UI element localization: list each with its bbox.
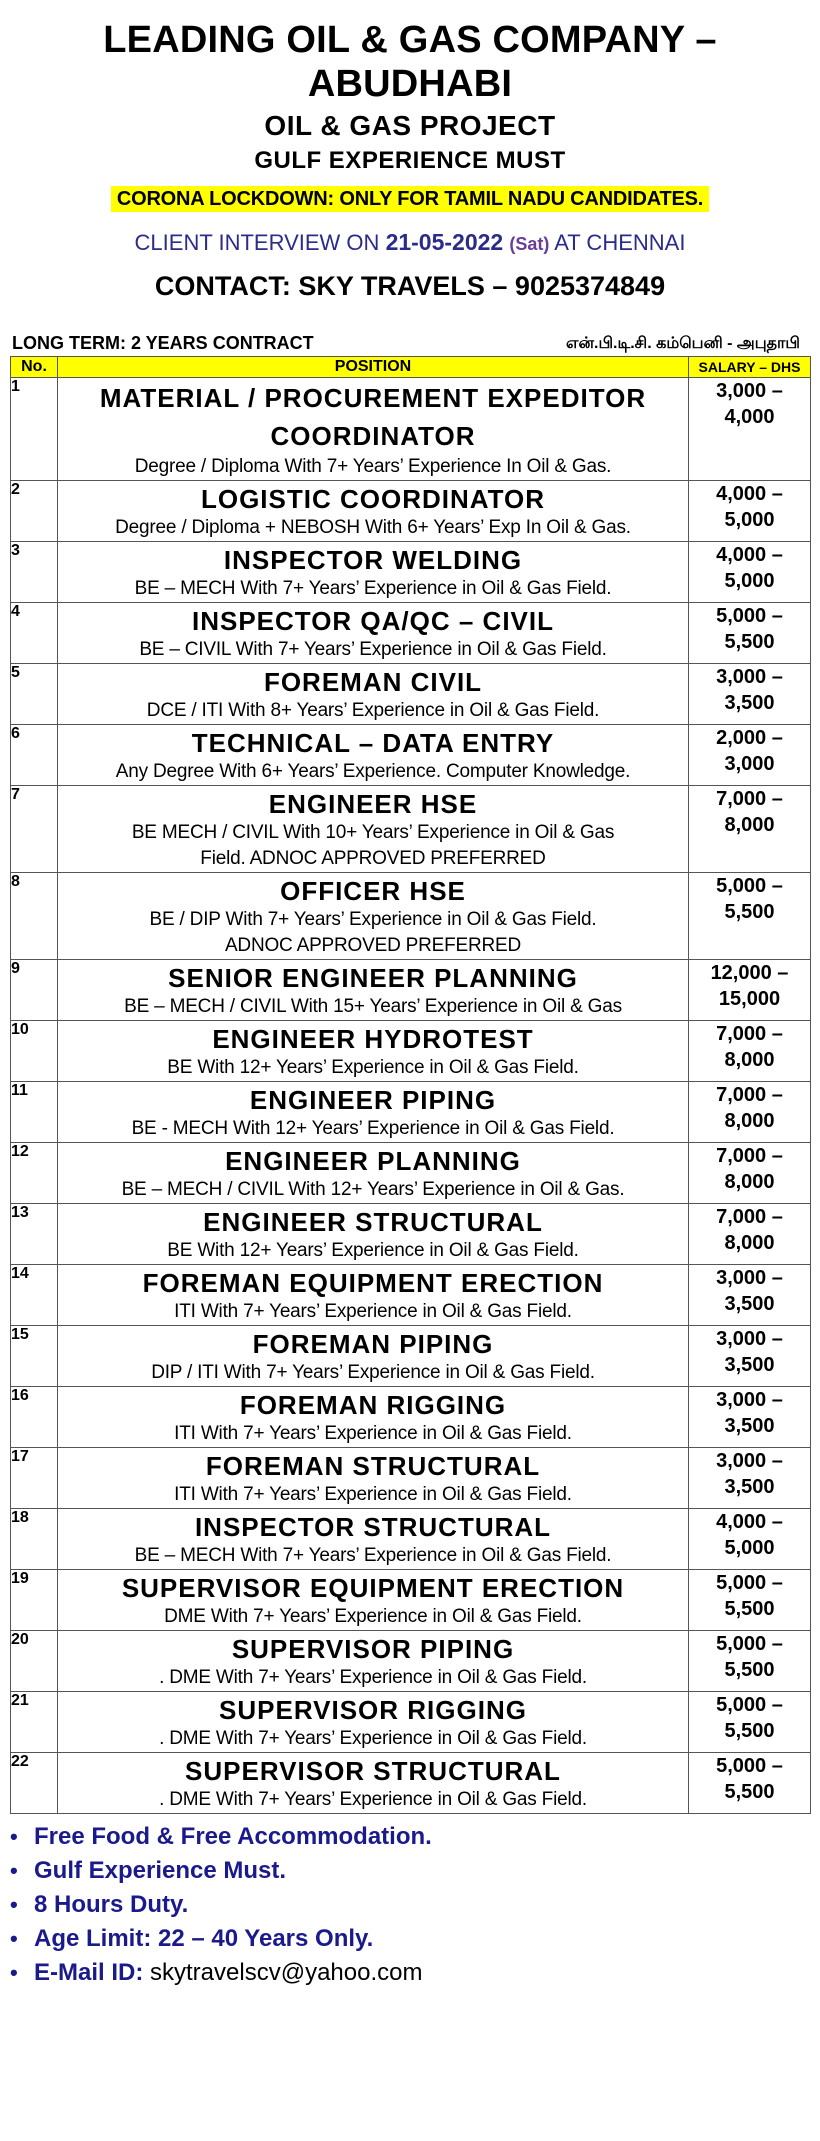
row-number: 4 [11, 603, 58, 664]
corona-notice-wrap [10, 182, 810, 218]
salary-cell [689, 481, 811, 542]
email-label: E-Mail ID: [34, 1959, 151, 1986]
salary-cell [689, 725, 811, 786]
row-number: 9 [11, 960, 58, 1021]
position-title: FOREMAN CIVIL [263, 667, 483, 697]
position-requirements-line2: Field. ADNOC APPROVED PREFERRED [200, 848, 546, 869]
position-cell [58, 1570, 689, 1631]
salary-max: 3,000 [724, 753, 775, 775]
salary-cell [689, 378, 811, 481]
table-row [11, 786, 811, 873]
position-title: ENGINEER PIPING [249, 1085, 497, 1115]
table-row [11, 1082, 811, 1143]
table-row [11, 873, 811, 960]
position-requirements: DME With 7+ Years’ Experience in Oil & Gas Field. [164, 1606, 582, 1627]
position-title: INSPECTOR QA/QC – CIVIL [191, 606, 554, 636]
position-cell [58, 664, 689, 725]
positions-table [10, 356, 811, 1814]
table-row [11, 1509, 811, 1570]
benefit-text: Free Food & Free Accommodation. [34, 1823, 432, 1850]
salary-min: 3,000 – [716, 380, 783, 402]
position-cell [58, 1204, 689, 1265]
salary-cell [689, 1387, 811, 1448]
salary-max: 5,000 [724, 1537, 775, 1559]
table-row [11, 1631, 811, 1692]
position-requirements: Any Degree With 6+ Years’ Experience. Computer Knowledge. [115, 761, 631, 782]
position-title: FOREMAN STRUCTURAL [205, 1451, 541, 1481]
position-requirements: BE – MECH With 7+ Years’ Experience in Oil & Gas Field. [134, 578, 612, 599]
position-requirements: ITI With 7+ Years’ Experience in Oil & Gas Field. [174, 1301, 572, 1322]
position-cell [58, 542, 689, 603]
salary-max: 8,000 [724, 814, 775, 836]
salary-max: 15,000 [718, 988, 781, 1010]
salary-cell [689, 664, 811, 725]
salary-cell [689, 1265, 811, 1326]
interview-suffix: AT CHENNAI [549, 230, 686, 255]
position-cell [58, 603, 689, 664]
salary-min: 5,000 – [716, 875, 783, 897]
benefit-item [10, 1888, 810, 1922]
salary-min: 3,000 – [716, 1450, 783, 1472]
header-position: POSITION [58, 357, 689, 378]
interview-day: (Sat) [509, 234, 550, 254]
table-row [11, 1326, 811, 1387]
position-requirements: ITI With 7+ Years’ Experience in Oil & Gas Field. [174, 1423, 572, 1444]
salary-cell [689, 1692, 811, 1753]
salary-max: 5,500 [724, 1781, 775, 1803]
salary-cell [689, 1753, 811, 1814]
salary-cell [689, 1204, 811, 1265]
bullet-icon: • [10, 1960, 18, 1985]
header-no: No. [11, 357, 58, 378]
row-number: 17 [11, 1448, 58, 1509]
salary-min: 4,000 – [716, 483, 783, 505]
position-requirements: BE – MECH / CIVIL With 15+ Years’ Experience in Oil & Gas [124, 996, 622, 1017]
position-title: INSPECTOR STRUCTURAL [194, 1512, 552, 1542]
salary-cell [689, 873, 811, 960]
position-title: SENIOR ENGINEER PLANNING [168, 963, 578, 993]
salary-min: 4,000 – [716, 1511, 783, 1533]
salary-max: 3,500 [724, 1293, 775, 1315]
position-cell [58, 725, 689, 786]
salary-max: 5,500 [724, 1598, 775, 1620]
salary-min: 2,000 – [716, 727, 783, 749]
table-row [11, 1570, 811, 1631]
salary-min: 5,000 – [716, 605, 783, 627]
position-title: ENGINEER HYDROTEST [212, 1024, 534, 1054]
position-cell [58, 1631, 689, 1692]
row-number: 21 [11, 1692, 58, 1753]
row-number: 13 [11, 1204, 58, 1265]
table-row [11, 1021, 811, 1082]
row-number: 20 [11, 1631, 58, 1692]
contact-line: CONTACT: SKY TRAVELS – 9025374849 [154, 271, 666, 301]
salary-cell [689, 603, 811, 664]
position-requirements: DCE / ITI With 8+ Years’ Experience in Oil & Gas Field. [146, 700, 600, 721]
table-row [11, 542, 811, 603]
salary-max: 5,500 [724, 1659, 775, 1681]
salary-cell [689, 1021, 811, 1082]
position-title: SUPERVISOR EQUIPMENT ERECTION [121, 1573, 625, 1603]
row-number: 18 [11, 1509, 58, 1570]
position-requirements: BE With 12+ Years’ Experience in Oil & Gas Field. [167, 1057, 579, 1078]
row-number: 7 [11, 786, 58, 873]
table-row [11, 1387, 811, 1448]
salary-max: 8,000 [724, 1232, 775, 1254]
position-title: MATERIAL / PROCUREMENT EXPEDITOR [99, 383, 647, 413]
position-requirements: BE / DIP With 7+ Years’ Experience in Oil & Gas Field. [149, 909, 597, 930]
position-cell [58, 1509, 689, 1570]
table-row [11, 1448, 811, 1509]
benefit-text: Gulf Experience Must. [34, 1857, 287, 1884]
position-requirements: . DME With 7+ Years’ Experience in Oil & Gas Field. [159, 1728, 587, 1749]
salary-min: 7,000 – [716, 1084, 783, 1106]
position-title: LOGISTIC COORDINATOR [200, 484, 546, 514]
position-requirements-line2: ADNOC APPROVED PREFERRED [224, 935, 522, 956]
salary-max: 5,500 [724, 631, 775, 653]
row-number: 19 [11, 1570, 58, 1631]
salary-min: 5,000 – [716, 1755, 783, 1777]
position-cell [58, 1143, 689, 1204]
table-header-row [11, 357, 811, 378]
row-number: 14 [11, 1265, 58, 1326]
position-title: FOREMAN EQUIPMENT ERECTION [142, 1268, 604, 1298]
salary-min: 5,000 – [716, 1572, 783, 1594]
salary-min: 4,000 – [716, 544, 783, 566]
position-title: TECHNICAL – DATA ENTRY [191, 728, 555, 758]
salary-cell [689, 1570, 811, 1631]
position-title: FOREMAN RIGGING [239, 1390, 507, 1420]
salary-max: 8,000 [724, 1110, 775, 1132]
salary-max: 8,000 [724, 1171, 775, 1193]
salary-cell [689, 786, 811, 873]
table-body [11, 378, 811, 1814]
benefit-item [10, 1854, 810, 1888]
salary-min: 3,000 – [716, 666, 783, 688]
row-number: 2 [11, 481, 58, 542]
salary-min: 3,000 – [716, 1389, 783, 1411]
salary-max: 3,500 [724, 1354, 775, 1376]
position-requirements: DIP / ITI With 7+ Years’ Experience in Oil & Gas Field. [151, 1362, 595, 1383]
interview-line [10, 224, 810, 262]
row-number: 15 [11, 1326, 58, 1387]
company-title: LEADING OIL & GAS COMPANY – ABUDHABI [103, 19, 717, 105]
position-requirements: Degree / Diploma + NEBOSH With 6+ Years’ Exp In Oil & Gas. [115, 517, 631, 538]
bullet-icon: • [10, 1892, 18, 1917]
table-row [11, 1265, 811, 1326]
corona-notice: CORONA LOCKDOWN: ONLY FOR TAMIL NADU CANDIDATES. [111, 186, 709, 212]
salary-cell [689, 1509, 811, 1570]
row-number: 8 [11, 873, 58, 960]
position-cell [58, 1692, 689, 1753]
position-requirements: BE MECH / CIVIL With 10+ Years’ Experience in Oil & Gas [131, 822, 615, 843]
interview-prefix: CLIENT INTERVIEW ON [134, 230, 386, 255]
position-title: FOREMAN PIPING [252, 1329, 494, 1359]
bullet-icon: • [10, 1926, 18, 1951]
row-number: 1 [11, 378, 58, 481]
position-requirements: BE – CIVIL With 7+ Years’ Experience in Oil & Gas Field. [139, 639, 607, 660]
row-number: 12 [11, 1143, 58, 1204]
salary-cell [689, 1082, 811, 1143]
bullet-icon: • [10, 1858, 18, 1883]
salary-min: 7,000 – [716, 1206, 783, 1228]
position-title: SUPERVISOR PIPING [231, 1634, 515, 1664]
position-cell [58, 1326, 689, 1387]
salary-max: 4,000 [724, 406, 775, 428]
salary-max: 3,500 [724, 1476, 775, 1498]
table-row [11, 664, 811, 725]
experience-requirement: GULF EXPERIENCE MUST [254, 147, 566, 174]
salary-min: 12,000 – [710, 962, 789, 984]
table-row [11, 1204, 811, 1265]
project-subtitle: OIL & GAS PROJECT [264, 110, 556, 141]
position-cell [58, 1448, 689, 1509]
position-title: SUPERVISOR STRUCTURAL [185, 1756, 561, 1786]
position-requirements: . DME With 7+ Years’ Experience in Oil & Gas Field. [159, 1789, 587, 1810]
row-number: 10 [11, 1021, 58, 1082]
position-cell [58, 786, 689, 873]
sub-header [10, 330, 810, 354]
position-cell [58, 1387, 689, 1448]
salary-min: 3,000 – [716, 1267, 783, 1289]
position-title-line2: COORDINATOR [270, 421, 476, 451]
position-requirements: BE - MECH With 12+ Years’ Experience in Oil & Gas Field. [131, 1118, 615, 1139]
table-row [11, 603, 811, 664]
table-row [11, 960, 811, 1021]
header [10, 0, 810, 306]
position-title: OFFICER HSE [280, 876, 466, 906]
salary-max: 5,500 [724, 901, 775, 923]
salary-cell [689, 1631, 811, 1692]
benefit-text: Age Limit: 22 – 40 Years Only. [34, 1925, 374, 1952]
benefits-list [10, 1820, 810, 1990]
position-requirements: Degree / Diploma With 7+ Years’ Experience In Oil & Gas. [134, 456, 612, 477]
interview-date: 21-05-2022 [385, 229, 504, 255]
header-salary: SALARY – DHS [689, 357, 811, 378]
position-requirements: BE – MECH With 7+ Years’ Experience in Oil & Gas Field. [134, 1545, 612, 1566]
salary-max: 5,000 [724, 570, 775, 592]
position-cell [58, 378, 689, 481]
row-number: 22 [11, 1753, 58, 1814]
row-number: 3 [11, 542, 58, 603]
table-row [11, 1692, 811, 1753]
salary-max: 3,500 [724, 692, 775, 714]
position-cell [58, 1021, 689, 1082]
position-cell [58, 960, 689, 1021]
salary-max: 5,000 [724, 509, 775, 531]
position-title: ENGINEER HSE [268, 789, 478, 819]
salary-cell [689, 542, 811, 603]
row-number: 16 [11, 1387, 58, 1448]
salary-min: 7,000 – [716, 1145, 783, 1167]
position-title: SUPERVISOR RIGGING [219, 1695, 527, 1725]
position-requirements: ITI With 7+ Years’ Experience in Oil & Gas Field. [174, 1484, 572, 1505]
position-cell [58, 1265, 689, 1326]
benefit-item [10, 1922, 810, 1956]
row-number: 6 [11, 725, 58, 786]
contract-term: LONG TERM: 2 YEARS CONTRACT [12, 333, 314, 353]
bullet-icon: • [10, 1824, 18, 1849]
email-item [10, 1956, 810, 1990]
tamil-company-name: என்.பி.டி.சி. கம்பெனி - அபுதாபி [566, 335, 800, 352]
salary-cell [689, 1448, 811, 1509]
position-cell [58, 1753, 689, 1814]
salary-cell [689, 960, 811, 1021]
salary-max: 8,000 [724, 1049, 775, 1071]
email-link[interactable]: skytravelscv@yahoo.com [150, 1959, 423, 1986]
salary-max: 3,500 [724, 1415, 775, 1437]
row-number: 5 [11, 664, 58, 725]
salary-min: 5,000 – [716, 1633, 783, 1655]
position-title: ENGINEER PLANNING [225, 1146, 521, 1176]
position-requirements: . DME With 7+ Years’ Experience in Oil & Gas Field. [159, 1667, 587, 1688]
benefit-item [10, 1820, 810, 1854]
table-row [11, 725, 811, 786]
salary-cell [689, 1326, 811, 1387]
position-title: ENGINEER STRUCTURAL [203, 1207, 543, 1237]
salary-min: 7,000 – [716, 1023, 783, 1045]
salary-cell [689, 1143, 811, 1204]
salary-min: 7,000 – [716, 788, 783, 810]
row-number: 11 [11, 1082, 58, 1143]
position-title: INSPECTOR WELDING [223, 545, 523, 575]
position-requirements: BE With 12+ Years’ Experience in Oil & Gas Field. [167, 1240, 579, 1261]
position-cell [58, 1082, 689, 1143]
table-row [11, 481, 811, 542]
position-cell [58, 481, 689, 542]
benefit-text: 8 Hours Duty. [34, 1891, 189, 1918]
salary-min: 5,000 – [716, 1694, 783, 1716]
position-cell [58, 873, 689, 960]
table-row [11, 1143, 811, 1204]
position-requirements: BE – MECH / CIVIL With 12+ Years’ Experience in Oil & Gas. [121, 1179, 625, 1200]
table-row [11, 378, 811, 481]
table-row [11, 1753, 811, 1814]
salary-min: 3,000 – [716, 1328, 783, 1350]
salary-max: 5,500 [724, 1720, 775, 1742]
